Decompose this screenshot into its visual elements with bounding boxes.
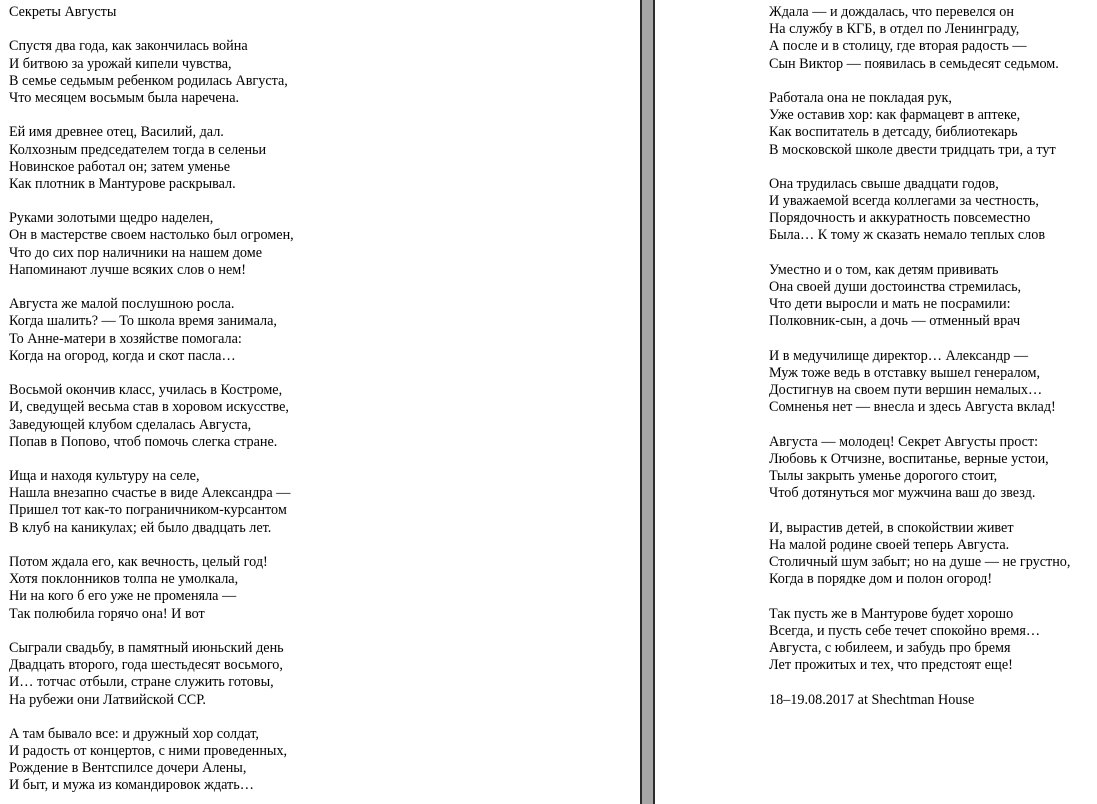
poem-line: Восьмой окончив класс, училась в Костроме, (9, 382, 283, 399)
poem-line: Сын Виктор — появилась в семьдесят седьмом. (769, 55, 1059, 72)
stanza (769, 434, 1070, 503)
poem-line: Ждала — и дождалась, что перевелся он (769, 4, 1014, 20)
stanza (769, 520, 1070, 589)
poem-line: И, вырастив детей, в спокойствии живет (769, 519, 1014, 536)
stanza (769, 176, 1070, 245)
poem-line: Уже оставив хор: как фармацевт в аптеке, (769, 107, 1021, 124)
poem-line: Что до сих пор наличники на нашем доме (9, 244, 263, 261)
poem-line: И… тотчас отбыли, стране служить готовы, (9, 674, 274, 691)
poem-line: Чтоб дотянуться мог мужчина ваш до звезд. (769, 485, 1036, 502)
poem-line: Достигнув на своем пути вершин немалых… (769, 382, 1043, 399)
stanza (769, 262, 1070, 331)
poem-line: Когда шалить? — То школа время занимала, (9, 313, 277, 330)
poem-line: Ни на кого б его уже не променяла — (9, 588, 237, 605)
poem-column-left (9, 4, 294, 795)
poem-line: Потом ждала его, как вечность, целый год! (9, 554, 268, 570)
poem-line: Столичный шум забыт; но на душе — не грустно, (769, 554, 1071, 570)
poem-line: Она трудилась свыше двадцати годов, (769, 175, 999, 192)
stanza (9, 726, 294, 795)
poem-line: И уважаемой всегда коллегами за честность, (769, 193, 1039, 210)
stanza (9, 554, 294, 623)
signature-line: 18–19.08.2017 at Shechtman House (769, 691, 975, 708)
poem-line: И радость от концертов, с ними проведенных, (9, 743, 288, 760)
poem-line: И в медучилище директор… Александр — (769, 347, 1029, 364)
poem-line: Что месяцем восьмым была наречена. (9, 89, 240, 106)
poem-line: В клуб на каникулах; ей было двадцать лет. (9, 519, 272, 536)
poem-line: Попав в Попово, чтоб помочь слегка стране. (9, 433, 278, 450)
poem-line: Напоминают лучше всяких слов о нем! (9, 261, 246, 278)
poem-line: И, сведущей весьма став в хоровом искусстве, (9, 399, 289, 416)
poem-line: Августа, с юбилеем, и забудь про бремя (769, 639, 1011, 656)
poem-line: Спустя два года, как закончилась война (9, 38, 248, 55)
poem-line: А после и в столицу, где вторая радость — (769, 38, 1027, 55)
poem-line: Порядочность и аккуратность повсеместно (769, 210, 1031, 227)
poem-line: Сыграли свадьбу, в памятный июньский день (9, 639, 284, 656)
stanza (9, 296, 294, 365)
poem-line: Когда на огород, когда и скот пасла… (9, 347, 236, 364)
poem-line: Тылы закрыть уменье дорогого стоит, (769, 468, 998, 485)
poem-column-right (769, 4, 1070, 709)
poem-line: В московской школе двести тридцать три, а тут (769, 141, 1056, 158)
poem-line: Ей имя древнее отец, Василий, дал. (9, 124, 224, 141)
poem-line: Уместно и о том, как детям прививать (769, 261, 999, 278)
poem-line: На службу в КГБ, в отдел по Ленинграду, (769, 21, 1020, 38)
stanza (769, 90, 1070, 159)
stanza (769, 4, 1070, 73)
poem-line: Работала она не покладая рук, (769, 89, 952, 106)
poem-line: Что дети выросли и мать не посрамили: (769, 296, 1011, 313)
stanza (769, 606, 1070, 675)
poem-line: Ища и находя культуру на селе, (9, 468, 200, 485)
poem-title: Секреты Августы (9, 4, 117, 20)
stanza (9, 468, 294, 537)
poem-line: Августа же малой послушною росла. (9, 296, 235, 313)
poem-line: Была… К тому ж сказать немало теплых слов (769, 227, 1046, 244)
poem-line: Сомненья нет — внесла и здесь Августа вклад! (769, 399, 1056, 416)
page-right (655, 0, 1097, 804)
poem-line: Лет прожитых и тех, что предстоят еще! (769, 657, 1013, 674)
poem-line: И быт, и мужа из командировок ждать… (9, 777, 254, 794)
poem-line: Полковник-сын, а дочь — отменный врач (769, 313, 1021, 330)
poem-line: Августа — молодец! Секрет Августы прост: (769, 433, 1039, 450)
poem-line: Как воспитатель в детсаду, библиотекарь (769, 124, 1018, 141)
poem-line: Любовь к Отчизне, воспитанье, верные устои, (769, 450, 1049, 467)
poem-line: Новинское работал он; затем уменье (9, 158, 231, 175)
stanza (9, 640, 294, 709)
poem-line: Муж тоже ведь в отставку вышел генералом, (769, 364, 1041, 381)
poem-line: То Анне-матери в хозяйстве помогала: (9, 330, 242, 347)
poem-line: Она своей души достоинства стремилась, (769, 279, 1022, 295)
stanza (9, 210, 294, 279)
poem-line: Он в мастерстве своем настолько был огромен, (9, 227, 294, 244)
poem-line: Так пусть же в Мантурове будет хорошо (769, 605, 1014, 622)
poem-line: В семье седьмым ребенком родилась Августа, (9, 72, 288, 89)
page-gutter (640, 0, 655, 804)
poem-line: На малой родине своей теперь Августа. (769, 536, 1010, 553)
poem-line: Двадцать второго, года шестьдесят восьмого, (9, 657, 283, 674)
poem-line: Пришел тот как-то пограничником-курсантом (9, 502, 287, 519)
stanza (9, 382, 294, 451)
poem-line: А там бывало все: и дружный хор солдат, (9, 725, 259, 742)
poem-line: Заведующей клубом сделалась Августа, (9, 416, 252, 433)
poem-line: Всегда, и пусть себе течет спокойно время… (769, 622, 1041, 639)
poem-line: Так полюбила горячо она! И вот (9, 605, 205, 622)
stanza (9, 124, 294, 193)
poem-line: Нашла внезапно счастье в виде Александра — (9, 485, 291, 502)
poem-line: Колхозным председателем тогда в селеньи (9, 141, 267, 158)
poem-line: Руками золотыми щедро наделен, (9, 210, 214, 227)
poem-line: Рождение в Вентспилсе дочери Алены, (9, 760, 247, 777)
poem-line: И битвою за урожай кипели чувства, (9, 55, 232, 72)
stanza (769, 348, 1070, 417)
poem-line: Когда в порядке дом и полон огород! (769, 571, 993, 588)
stanza (9, 38, 294, 107)
poem-line: Как плотник в Мантурове раскрывал. (9, 175, 236, 192)
poem-line: Хотя поклонников толпа не умолкала, (9, 571, 239, 588)
poem-line: На рубежи они Латвийской ССР. (9, 691, 206, 708)
